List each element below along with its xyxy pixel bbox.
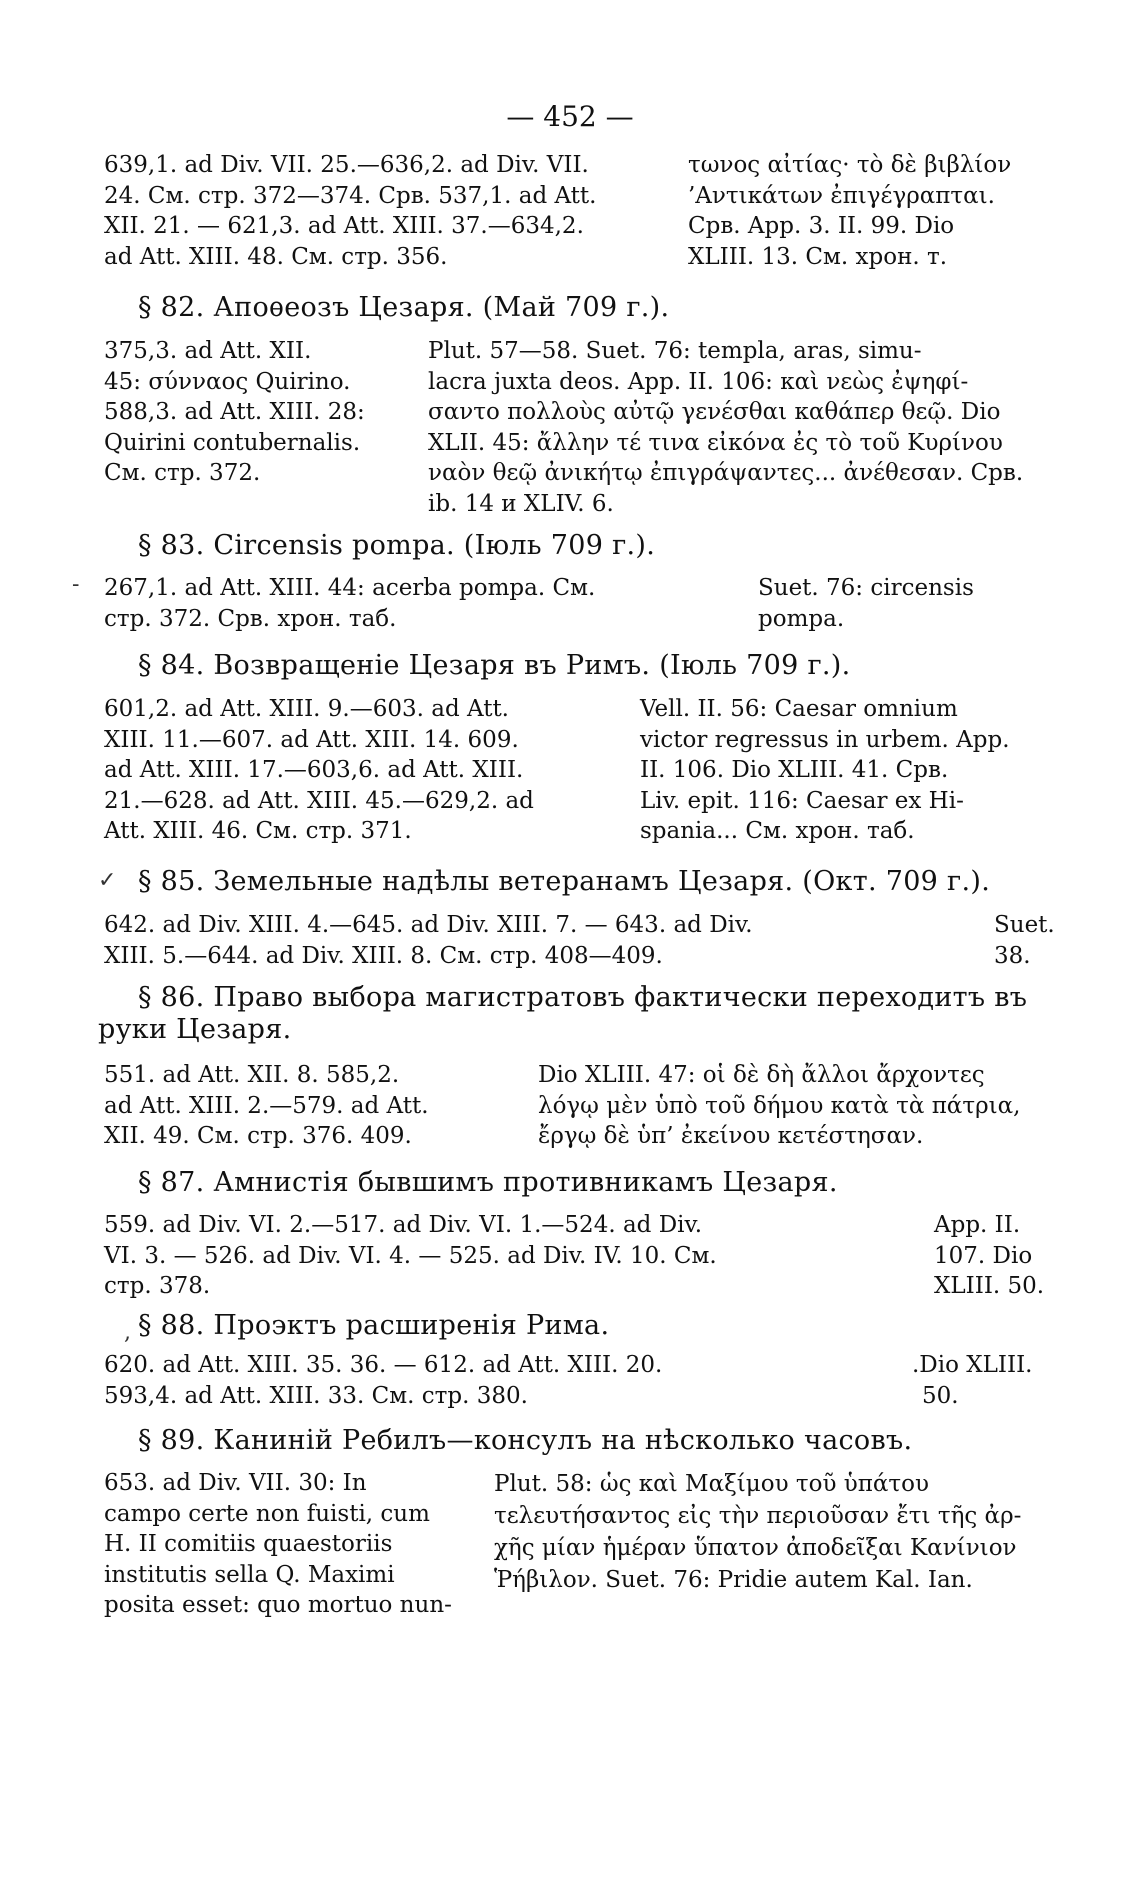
text-line: 588,3. ad Att. XIII. 28: (104, 399, 365, 425)
margin-mark: ✓ (98, 868, 117, 893)
section-heading-88 (138, 1310, 609, 1342)
text-line: 559. ad Div. VI. 2.—517. ad Div. VI. 1.—524. ad Div. (104, 1212, 703, 1238)
sources-left-column (104, 1060, 429, 1152)
text-line: 375,3. ad Att. XII. (104, 338, 312, 364)
heading-line: § 89. Каниній Ребилъ—консулъ на нѣсколько часовъ. (138, 1425, 913, 1456)
heading-line: § 84. Возвращеніе Цезаря въ Римъ. (Іюль 709 г.). (138, 650, 851, 681)
text-line: 267,1. ad Att. XIII. 44: acerba pompa. См. (104, 575, 596, 601)
text-line: λόγῳ μὲν ὑπὸ τοῦ δήμου κατὰ τὰ πάτρια, (538, 1092, 1021, 1119)
text-line: См. стр. 372. (104, 460, 261, 486)
text-line: ναὸν θεῷ ἀνικήτῳ ἐπιγράψαντες... ἀνέθεσαν. Срв. (428, 460, 1024, 486)
text-line: 24. См. стр. 372—374. Срв. 537,1. ad Att. (104, 182, 597, 209)
text-line: H. II comitiis quaestoriis (104, 1531, 393, 1557)
text-line: χῆς μίαν ἡμέραν ὕπατον ἀποδεῖξαι Κανίνιον (494, 1535, 1017, 1561)
sources-left-column (104, 336, 365, 489)
text-line: ad Att. XIII. 2.—579. ad Att. (104, 1092, 429, 1119)
text-line: 642. ad Div. XIII. 4.—645. ad Div. XIII. 7. — 643. ad Div. (104, 912, 753, 938)
text-line: ’Αντικάτων ἐπιγέγραπται. (688, 182, 995, 209)
heading-line: руки Цезаря. (98, 1014, 292, 1045)
heading-line: § 85. Земельные надѣлы ветеранамъ Цезаря. (Окт. 709 г.). (138, 866, 991, 897)
sources-left-column (104, 910, 753, 971)
text-line: ἔργῳ δὲ ὑπ’ ἐκείνου κετέστησαν. (538, 1123, 924, 1149)
heading-line: § 86. Право выбора магистратовъ фактически переходитъ въ (138, 982, 1028, 1013)
sources-right-column (994, 910, 1055, 971)
sources-left-column (104, 1210, 717, 1302)
text-line: Att. XIII. 46. См. стр. 371. (104, 818, 412, 844)
text-line: spania... См. хрон. таб. (640, 818, 915, 844)
text-line: lacra juxta deos. App. II. 106: καὶ νεὼς ἐψηφί- (428, 368, 969, 395)
text-line: VI. 3. — 526. ad Div. VI. 4. — 525. ad Div. IV. 10. См. (104, 1242, 717, 1269)
text-line: Suet. 76: circensis (758, 575, 974, 601)
text-line: ad Att. XIII. 48. См. стр. 356. (104, 243, 448, 270)
text-line: Ῥήβιλον. Suet. 76: Pridie autem Kal. Ian. (494, 1567, 973, 1593)
entry-block-footnotes-81 (0, 150, 1140, 280)
text-line: institutis sella Q. Maximi (104, 1561, 395, 1588)
text-line: Plut. 58: ὡς καὶ Μαξίμου τοῦ ὑπάτου (494, 1471, 929, 1497)
heading-line: § 87. Амнистія бывшимъ противникамъ Цезаря. (138, 1167, 838, 1198)
text-line: Срв. App. 3. II. 99. Dio (688, 213, 955, 239)
entry-block-88 (0, 1350, 1140, 1414)
section-heading-89 (138, 1425, 912, 1457)
sources-right-column (688, 150, 1011, 272)
text-line: стр. 372. Срв. хрон. таб. (104, 605, 397, 632)
text-line: Suet. (994, 912, 1055, 938)
text-line: Dio XLIII. 47: οἱ δὲ δὴ ἄλλοι ἄρχοντες (538, 1062, 985, 1088)
text-line: XLIII. 13. См. хрон. т. (688, 243, 948, 270)
section-heading-85 (138, 866, 990, 898)
text-line: σαντο πολλοὺς αὐτῷ γενέσθαι καθάπερ θεῷ. Dio (428, 399, 1001, 425)
sources-right-column (934, 1210, 1044, 1302)
text-line: XIII. 5.—644. ad Div. XIII. 8. См. стр. 408—409. (104, 942, 663, 969)
sources-right-column (538, 1060, 1020, 1152)
sources-left-column (104, 694, 534, 847)
text-line: 38. (994, 942, 1031, 969)
heading-line: § 88. Проэктъ расширенія Рима. (138, 1310, 610, 1341)
text-line: XII. 21. — 621,3. ad Att. XIII. 37.—634,2. (104, 213, 584, 239)
text-line: ad Att. XIII. 17.—603,6. ad Att. XIII. (104, 757, 524, 783)
text-line: 45: σύνναος Quirino. (104, 368, 351, 395)
text-line: 107. Dio (934, 1242, 1033, 1269)
text-line: 50. (922, 1382, 959, 1409)
text-line: 593,4. ad Att. XIII. 33. См. стр. 380. (104, 1382, 528, 1409)
section-heading-87 (138, 1167, 838, 1199)
text-line: Liv. epit. 116: Caesar ex Hi- (640, 787, 964, 814)
text-line: 21.—628. ad Att. XIII. 45.—629,2. ad (104, 787, 534, 814)
text-line: 639,1. ad Div. VII. 25.—636,2. ad Div. VII. (104, 152, 589, 178)
text-line: ib. 14 и XLIV. 6. (428, 490, 614, 517)
text-line: XIII. 11.—607. ad Att. XIII. 14. 609. (104, 726, 519, 753)
text-line: стр. 378. (104, 1273, 211, 1299)
entry-block-85 (0, 910, 1140, 974)
text-line: posita esset: quo mortuo nun- (104, 1592, 452, 1618)
page-number: — 452 — (506, 100, 634, 133)
text-line: τελευτήσαντος εἰς τὴν περιοῦσαν ἔτι τῆς ἀρ- (494, 1503, 1022, 1529)
entry-block-84 (0, 694, 1140, 850)
entry-block-82 (0, 336, 1140, 521)
sources-left-column (104, 1350, 662, 1411)
text-line: 601,2. ad Att. XIII. 9.—603. ad Att. (104, 696, 509, 722)
text-line: 620. ad Att. XIII. 35. 36. — 612. ad Att. XIII. 20. (104, 1352, 663, 1378)
section-heading-84 (138, 650, 851, 682)
sources-right-column (428, 336, 1023, 519)
text-line: App. II. (934, 1212, 1021, 1238)
text-line: τωνος αἰτίας· τὸ δὲ βιβλίον (688, 152, 1012, 178)
section-heading-83 (138, 530, 655, 562)
text-line: victor regressus in urbem. App. (640, 726, 1010, 753)
sources-right-column (494, 1468, 1021, 1596)
sources-right-column (912, 1350, 1032, 1411)
sources-left-column (104, 573, 595, 634)
text-line: 653. ad Div. VII. 30: In (104, 1470, 367, 1496)
sources-left-column (104, 1468, 452, 1621)
text-line: .Dio XLIII. (912, 1352, 1033, 1378)
text-line: II. 106. Dio XLIII. 41. Срв. (640, 757, 949, 783)
margin-mark: , (124, 1320, 131, 1345)
entry-block-89 (0, 1468, 1140, 1628)
text-line: Quirini contubernalis. (104, 429, 361, 456)
text-line: Vell. II. 56: Caesar omnium (640, 696, 958, 722)
entry-block-86 (0, 1060, 1140, 1155)
section-heading-82 (138, 292, 669, 324)
heading-line: § 82. Апоѳеозъ Цезаря. (Май 709 г.). (138, 292, 670, 323)
sources-left-column (104, 150, 596, 272)
heading-line: § 83. Circensis pompa. (Іюль 709 г.). (138, 530, 656, 561)
entry-block-83 (0, 573, 1140, 637)
text-line: XLII. 45: ἄλλην τέ τινα εἰκόνα ἐς τὸ τοῦ Κυρίνου (428, 429, 1003, 456)
text-line: XLIII. 50. (934, 1273, 1045, 1299)
text-line: Plut. 57—58. Suet. 76: templa, aras, simu- (428, 338, 922, 364)
text-line: pompa. (758, 605, 845, 632)
sources-right-column (758, 573, 974, 634)
margin-mark: - (72, 572, 80, 597)
text-line: XII. 49. См. стр. 376. 409. (104, 1123, 412, 1149)
entry-block-87 (0, 1210, 1140, 1305)
section-heading-86 (98, 982, 1028, 1046)
text-line: 551. ad Att. XII. 8. 585,2. (104, 1062, 400, 1088)
text-line: campo certe non fuisti, cum (104, 1500, 430, 1527)
sources-right-column (640, 694, 1010, 847)
